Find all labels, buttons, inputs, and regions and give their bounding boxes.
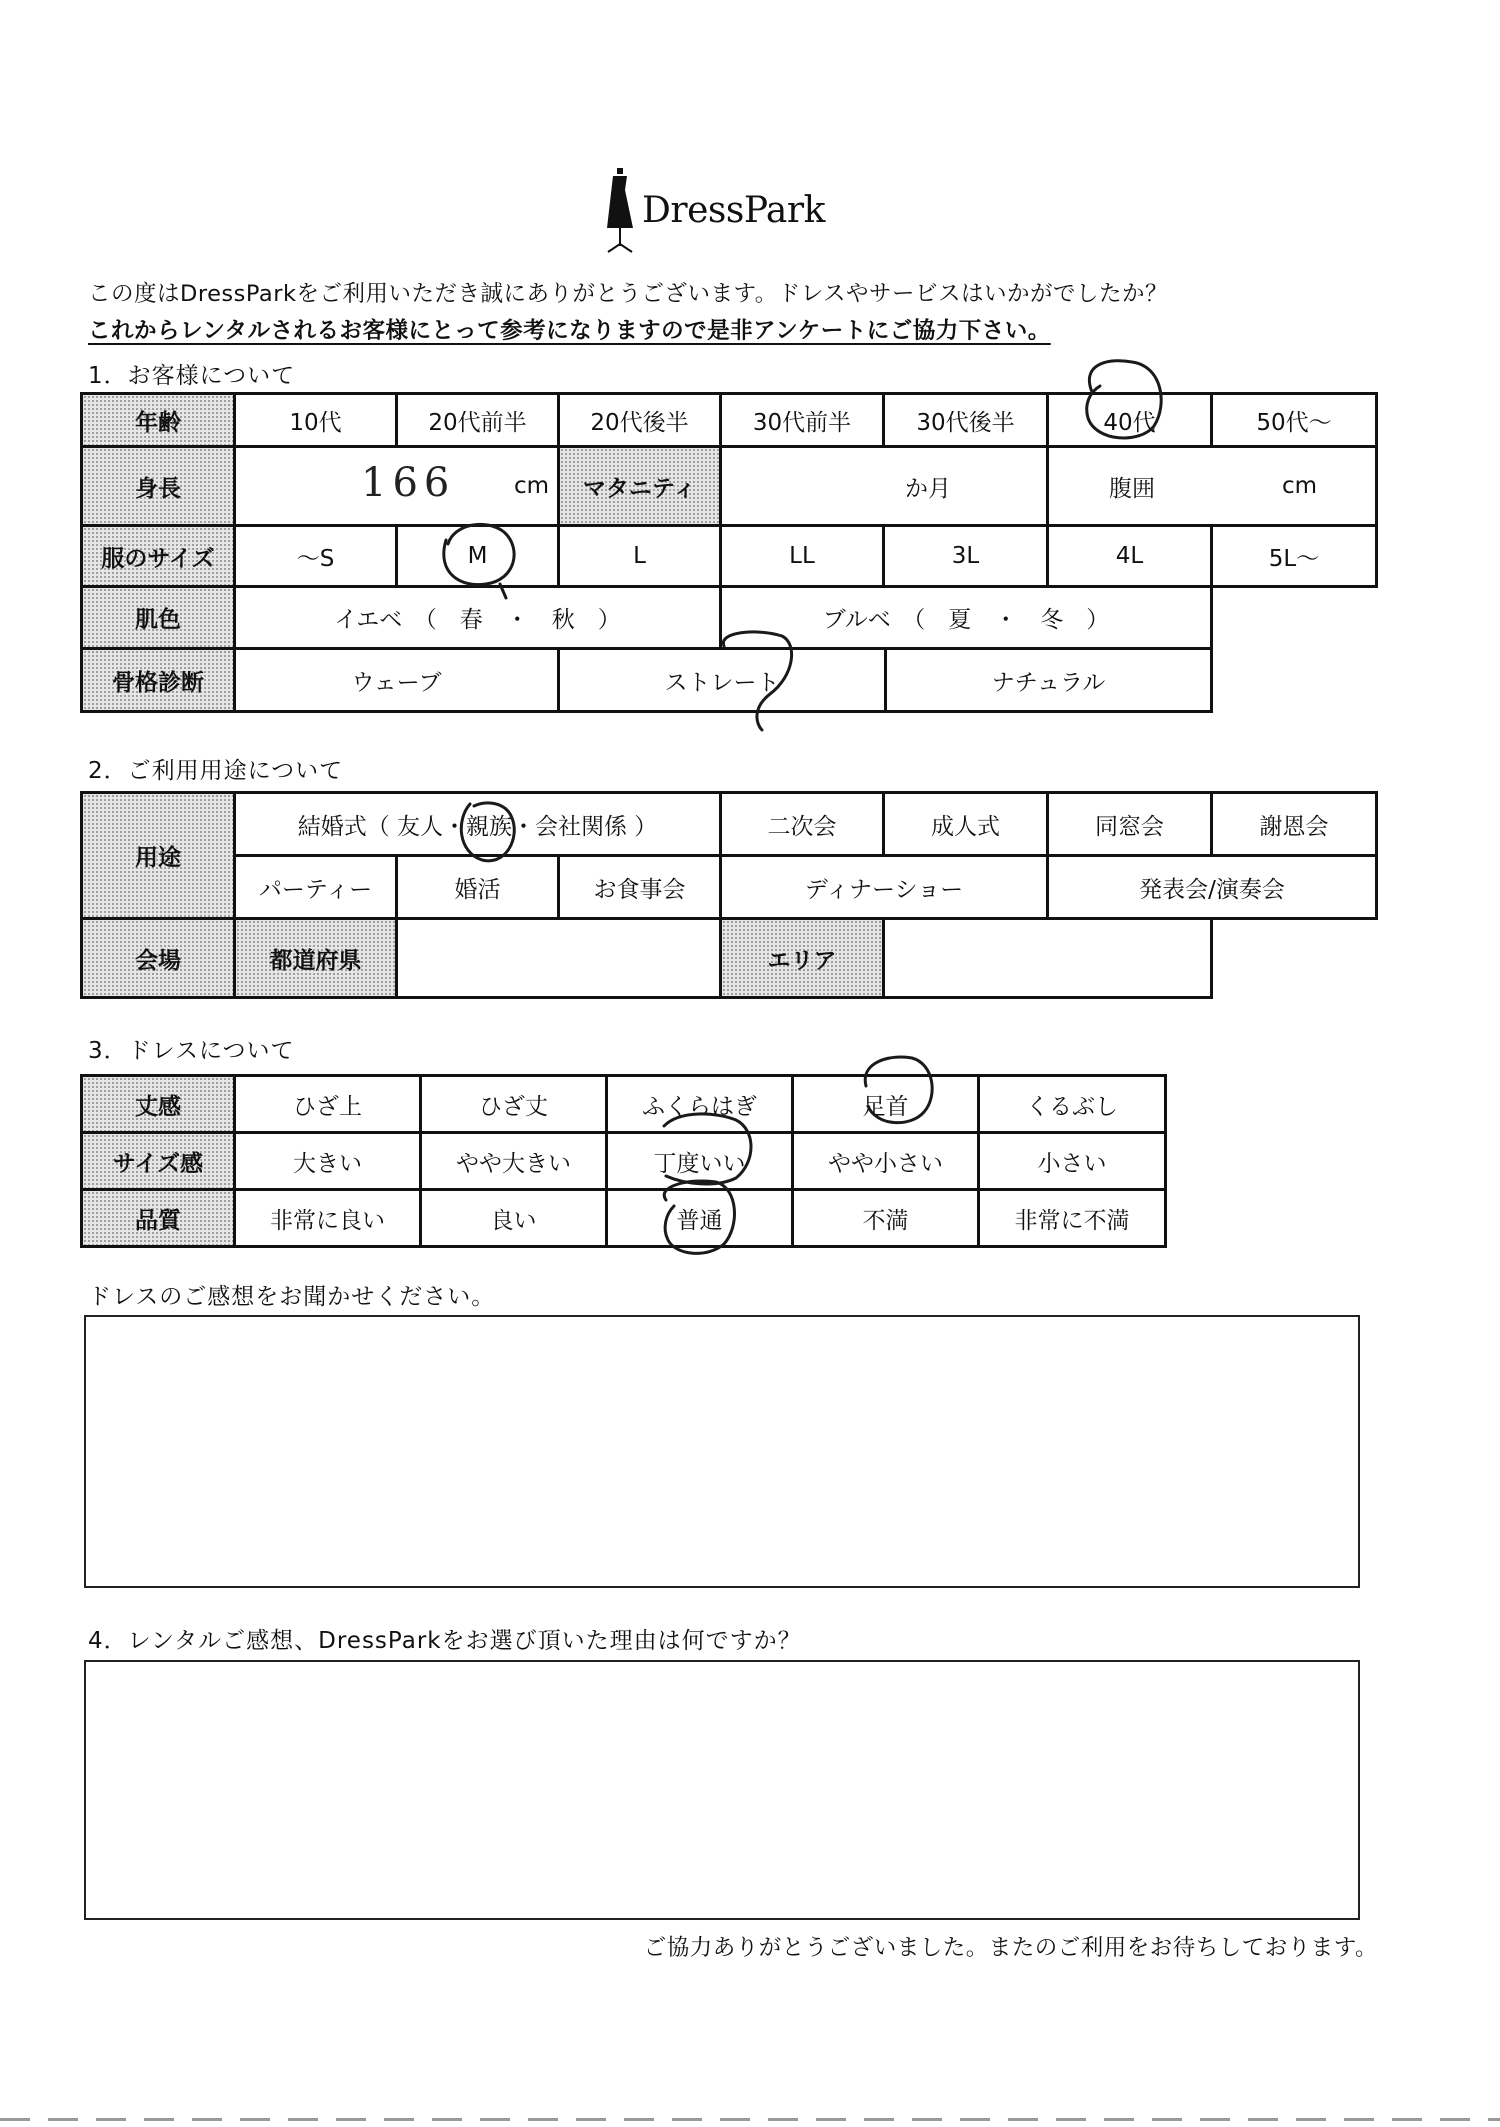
purpose-option-recital[interactable]: 発表会/演奏会 xyxy=(1046,854,1378,920)
height-unit: cm xyxy=(513,473,549,499)
size-option-5l-plus[interactable]: 5L～ xyxy=(1210,524,1378,588)
skin-color-label: 肌色 xyxy=(80,585,236,650)
dress-comment-prompt: ドレスのご感想をお聞かせください。 xyxy=(88,1284,496,1310)
fit-option-just-right[interactable]: 丁度いい xyxy=(605,1131,794,1191)
scan-edge-artifact xyxy=(0,2118,1500,2121)
size-label: 服のサイズ xyxy=(80,524,236,588)
prefecture-input[interactable] xyxy=(395,917,722,999)
fit-option-large[interactable]: 大きい xyxy=(233,1131,422,1191)
skeleton-option-wave[interactable]: ウェーブ xyxy=(233,647,560,713)
length-option-knee[interactable]: ひざ丈 xyxy=(419,1074,608,1134)
purpose-option-thanks-party[interactable]: 謝恩会 xyxy=(1210,791,1378,857)
fit-option-slightly-small[interactable]: やや小さい xyxy=(791,1131,980,1191)
waist-unit: cm xyxy=(1281,473,1317,499)
area-input[interactable] xyxy=(882,917,1213,999)
dress-comment-box[interactable] xyxy=(84,1315,1360,1588)
size-option-m[interactable]: M xyxy=(395,524,560,588)
height-value: 166 xyxy=(361,460,456,506)
height-label: 身長 xyxy=(80,445,236,527)
dresspark-logo xyxy=(600,168,840,254)
length-option-above-knee[interactable]: ひざ上 xyxy=(233,1074,422,1134)
purpose-option-dinner[interactable]: お食事会 xyxy=(557,854,722,920)
quality-option-very-good[interactable]: 非常に良い xyxy=(233,1188,422,1248)
age-option-10s[interactable]: 10代 xyxy=(233,392,398,448)
purpose-option-coming-of-age[interactable]: 成人式 xyxy=(882,791,1049,857)
age-option-late20s[interactable]: 20代後半 xyxy=(557,392,722,448)
age-option-50s-plus[interactable]: 50代～ xyxy=(1210,392,1378,448)
rental-comment-box[interactable] xyxy=(84,1660,1360,1920)
length-option-anklebone[interactable]: くるぶし xyxy=(977,1074,1167,1134)
purpose-option-konkatsu[interactable]: 婚活 xyxy=(395,854,560,920)
section3-title: 3．ドレスについて xyxy=(88,1038,295,1064)
size-option-3l[interactable]: 3L xyxy=(882,524,1049,588)
purpose-label: 用途 xyxy=(80,791,236,920)
maternity-label: マタニティ xyxy=(557,445,722,527)
quality-option-very-unsatisfied[interactable]: 非常に不満 xyxy=(977,1188,1167,1248)
closing-thanks-text: ご協力ありがとうございました。またのご利用をお待ちしております。 xyxy=(643,1935,1378,1961)
skin-option-yellow-base[interactable]: イエベ （ 春 ・ 秋 ） xyxy=(233,585,722,650)
age-option-late30s[interactable]: 30代後半 xyxy=(882,392,1049,448)
section1-title: 1．お客様について xyxy=(88,363,296,389)
size-option-ll[interactable]: LL xyxy=(719,524,885,588)
area-label: エリア xyxy=(719,917,885,999)
skin-option-blue-base[interactable]: ブルベ （ 夏 ・ 冬 ） xyxy=(719,585,1213,650)
quality-option-unsatisfied[interactable]: 不満 xyxy=(791,1188,980,1248)
age-option-40s[interactable]: 40代 xyxy=(1046,392,1213,448)
purpose-option-dinner-show[interactable]: ディナーショー xyxy=(719,854,1049,920)
age-label: 年齢 xyxy=(80,392,236,448)
venue-label: 会場 xyxy=(80,917,236,999)
waist-label: 腹囲 xyxy=(1109,475,1155,502)
purpose-option-after-party[interactable]: 二次会 xyxy=(719,791,885,857)
size-option-s[interactable]: ～S xyxy=(233,524,398,588)
maternity-months-input[interactable] xyxy=(719,445,1049,527)
fit-option-slightly-large[interactable]: やや大きい xyxy=(419,1131,608,1191)
skeleton-option-natural[interactable]: ナチュラル xyxy=(884,647,1213,713)
waist-input[interactable] xyxy=(1046,445,1378,527)
length-option-ankle[interactable]: 足首 xyxy=(791,1074,980,1134)
age-option-early20s[interactable]: 20代前半 xyxy=(395,392,560,448)
skeleton-option-straight[interactable]: ストレート xyxy=(557,647,887,713)
section4-title: 4．レンタルご感想、DressParkをお選び頂いた理由は何ですか？ xyxy=(88,1628,802,1654)
fit-option-small[interactable]: 小さい xyxy=(977,1131,1167,1191)
purpose-option-wedding[interactable]: 結婚式（ 友人・親族・会社関係 ） xyxy=(233,791,722,857)
prefecture-label: 都道府県 xyxy=(233,917,398,999)
logo-text: DressPark xyxy=(642,190,825,231)
quality-option-average[interactable]: 普通 xyxy=(605,1188,794,1248)
dress-mannequin-icon xyxy=(600,168,640,254)
skeleton-label: 骨格診断 xyxy=(80,647,236,713)
intro-request-text: これからレンタルされるお客様にとって参考になりますので是非アンケートにご協力下さい。 xyxy=(88,318,1051,344)
purpose-option-party[interactable]: パーティー xyxy=(233,854,398,920)
quality-option-good[interactable]: 良い xyxy=(419,1188,608,1248)
age-option-early30s[interactable]: 30代前半 xyxy=(719,392,885,448)
fit-label: サイズ感 xyxy=(80,1131,236,1191)
height-input[interactable] xyxy=(233,445,560,527)
section2-title: 2．ご利用用途について xyxy=(88,758,344,784)
size-option-4l[interactable]: 4L xyxy=(1046,524,1213,588)
intro-thanks-text: この度はDressParkをご利用いただき誠にありがとうございます。ドレスやサービスはいかがでしたか？ xyxy=(88,281,1169,307)
length-label: 丈感 xyxy=(80,1074,236,1134)
length-option-calf[interactable]: ふくらはぎ xyxy=(605,1074,794,1134)
size-option-l[interactable]: L xyxy=(557,524,722,588)
purpose-option-reunion[interactable]: 同窓会 xyxy=(1046,791,1213,857)
maternity-months-unit: か月 xyxy=(905,475,951,502)
quality-label: 品質 xyxy=(80,1188,236,1248)
